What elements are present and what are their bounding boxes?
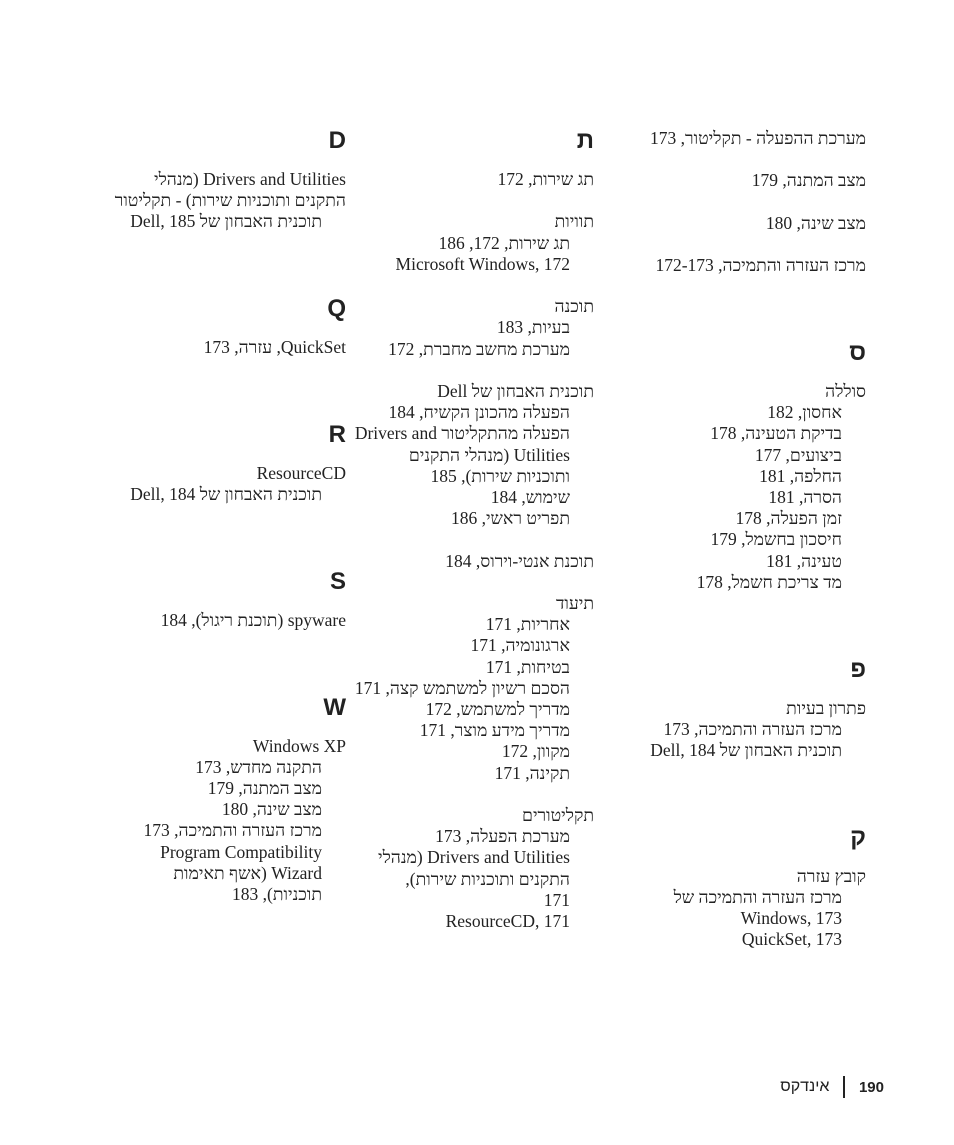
page-footer: [780, 1075, 884, 1099]
index-subentry-line: תוכנית האבחון של Dell, 184: [130, 484, 322, 505]
index-subentry-line: מדריך למשתמש, 172: [425, 699, 570, 719]
spacer: [604, 804, 866, 825]
index-subentry-line: בעיות, 183: [496, 317, 570, 338]
index-subentry-line: הפעלה מהכונן הקשיח, 184: [388, 402, 570, 423]
index-entry-line: תוויות: [554, 211, 594, 232]
index-entry-line: spyware (תוכנת ריגול), 184: [160, 609, 346, 630]
index-subentry-line: הסרה, 181: [768, 486, 842, 507]
index-entry-line: תוכנת אנטי-וירוס, 184: [445, 550, 594, 571]
spacer: [342, 275, 594, 296]
index-subentry-line: Program Compatibility: [160, 841, 322, 862]
index-entry-line: Drivers and Utilities (מנהלי: [154, 169, 346, 189]
spacer: [84, 652, 346, 673]
index-entry: [342, 805, 594, 932]
index-subentry-line: Windows, 173: [740, 908, 842, 929]
index-subentry-line: שימוש, 184: [490, 487, 570, 507]
index-subentry-line: תוכניות), 183: [232, 884, 322, 905]
index-entry-line: מצב המתנה, 179: [751, 170, 866, 191]
section-letter-header: R: [328, 420, 346, 448]
spacer: [342, 932, 594, 953]
spacer: [84, 673, 346, 694]
index-subentry-line: מרכז העזרה והתמיכה של: [673, 886, 842, 907]
index-entry-line: תקליטורים: [522, 805, 594, 825]
index-entry: [342, 381, 594, 529]
index-subentry-line: טעינה, 181: [766, 550, 842, 571]
spacer: [84, 254, 346, 275]
index-entry-line: מרכז העזרה והתמיכה, 172-173: [655, 255, 866, 276]
footer-divider: [843, 1076, 845, 1098]
index-entry: [84, 169, 346, 233]
spacer: [342, 572, 594, 593]
spacer: [604, 276, 866, 297]
index-subentry-line: תוכנית האבחון של Dell, 185: [130, 211, 322, 232]
index-entry-line: מערכת ההפעלה - תקליטור, 173: [650, 128, 866, 148]
spacer: [604, 192, 866, 213]
spacer: [342, 190, 594, 211]
spacer: [604, 635, 866, 656]
index-subentry-line: מד צריכת חשמל, 178: [696, 571, 842, 592]
index-entry-line: תג שירות, 172: [497, 169, 594, 189]
spacer: [84, 275, 346, 296]
index-entry-line: תוכנית האבחון של Dell: [437, 380, 594, 401]
index-entry-line: Windows XP: [252, 735, 346, 756]
spacer: [604, 149, 866, 170]
index-entry-line: ResourceCD: [256, 462, 346, 483]
index-subentry-line: מרכז העזרה והתמיכה, 173: [663, 718, 842, 739]
index-subentry-line: מרכז העזרה והתמיכה, 173: [143, 820, 322, 841]
index-subentry-line: 171: [543, 889, 570, 910]
index-subentry-line: ResourceCD, 171: [445, 911, 570, 932]
index-entry-line: קובץ עזרה: [796, 865, 866, 886]
index-column-middle: [342, 128, 594, 953]
spacer: [84, 548, 346, 569]
index-subentry-line: בטיחות, 171: [485, 656, 570, 677]
index-subentry-line: תג שירות, 172, 186: [438, 232, 570, 253]
index-entry-line: התקנים ותוכניות שירות) - תקליטור: [114, 190, 346, 211]
index-subentry-line: Drivers and Utilities (מנהלי: [378, 847, 570, 868]
index-subentry-line: תקינה, 171: [494, 762, 570, 783]
index-subentry-line: Wizard (אשף תאימות: [173, 862, 322, 883]
spacer: [84, 631, 346, 652]
index-subentry-line: תפריט ראשי, 186: [450, 508, 570, 529]
index-subentry-line: הסכם רשיון למשתמש קצה, 171: [354, 677, 570, 698]
index-subentry-line: ביצועים, 177: [754, 444, 842, 465]
index-subentry-line: התקנה מחדש, 173: [195, 756, 322, 777]
index-entry: [604, 170, 866, 191]
index-entry: [342, 593, 594, 784]
index-subentry-line: חיסכון בחשמל, 179: [710, 529, 842, 550]
index-subentry-line: בדיקת הטעינה, 178: [710, 423, 842, 444]
index-entry: [342, 296, 594, 360]
spacer: [604, 234, 866, 255]
section-letter-header: D: [328, 127, 346, 154]
spacer: [342, 784, 594, 805]
spacer: [604, 951, 866, 972]
spacer: [604, 761, 866, 782]
index-entry-line: QuickSet, עזרה, 173: [203, 337, 346, 358]
footer-title: אינדקס: [780, 1078, 830, 1095]
index-entry: [604, 128, 866, 149]
index-subentry-line: תוכנית האבחון של Dell, 184: [650, 739, 842, 760]
index-subentry-line: Utilities (מנהלי התקנים: [408, 444, 570, 465]
section-letter-header: ת: [576, 127, 594, 154]
section-letter-header: ק: [850, 823, 866, 851]
spacer: [84, 905, 346, 926]
spacer: [84, 233, 346, 254]
index-column-left: [84, 128, 346, 926]
index-subentry-line: החלפה, 181: [759, 465, 842, 486]
index-entry: [342, 211, 594, 275]
page-number: 190: [858, 1078, 884, 1096]
spacer: [84, 505, 346, 526]
index-entry: [342, 169, 594, 190]
section-letter-header: ס: [849, 338, 866, 366]
spacer: [84, 401, 346, 422]
index-entry: [604, 381, 866, 593]
spacer: [604, 319, 866, 340]
index-subentry-line: הפעלה מהתקליטור Drivers and: [354, 423, 570, 444]
index-subentry-line: QuickSet, 173: [741, 929, 842, 950]
section-letter-header: S: [329, 567, 346, 595]
index-entry: [84, 463, 346, 505]
spacer: [84, 380, 346, 401]
index-entry-line: תיעוד: [555, 592, 594, 613]
index-entry: [84, 610, 346, 631]
spacer: [342, 529, 594, 550]
spacer: [604, 593, 866, 614]
index-entry: [342, 551, 594, 572]
spacer: [604, 298, 866, 319]
section-letter-header: פ: [850, 655, 866, 683]
index-subentry-line: ותוכניות שירות), 185: [430, 465, 570, 486]
section-letter-header: Q: [327, 295, 346, 323]
index-entry-line: תוכנה: [554, 296, 594, 317]
spacer: [604, 782, 866, 803]
index-subentry-line: Microsoft Windows, 172: [395, 253, 570, 274]
index-subentry-line: זמן הפעלה, 178: [735, 508, 842, 529]
index-entry: [604, 255, 866, 276]
index-entry: [84, 736, 346, 906]
index-subentry-line: מדריך מידע מוצר, 171: [419, 720, 570, 741]
spacer: [84, 358, 346, 379]
index-entry: [604, 866, 866, 951]
section-letter-header: W: [323, 693, 346, 721]
index-entry: [604, 213, 866, 234]
index-entry-line: מצב שינה, 180: [765, 212, 866, 233]
index-subentry-line: מערכת מחשב מחברת, 172: [388, 338, 570, 359]
index-entry-line: סוללה: [825, 380, 866, 401]
index-subentry-line: אחריות, 171: [485, 614, 570, 635]
index-subentry-line: מערכת הפעלה, 173: [435, 826, 570, 847]
index-entry: [84, 337, 346, 358]
index-subentry-line: מצב המתנה, 179: [207, 778, 322, 799]
index-subentry-line: מקוון, 172: [501, 741, 570, 762]
index-column-right: [604, 128, 866, 972]
index-subentry-line: מצב שינה, 180: [221, 799, 322, 820]
index-entry: [604, 698, 866, 762]
index-subentry-line: ארגונומיה, 171: [470, 635, 570, 656]
spacer: [342, 360, 594, 381]
index-entry-line: פתרון בעיות: [786, 697, 866, 718]
spacer: [84, 527, 346, 548]
index-subentry-line: התקנים ותוכניות שירות),: [405, 868, 570, 889]
spacer: [604, 614, 866, 635]
index-subentry-line: אחסון, 182: [767, 402, 842, 423]
